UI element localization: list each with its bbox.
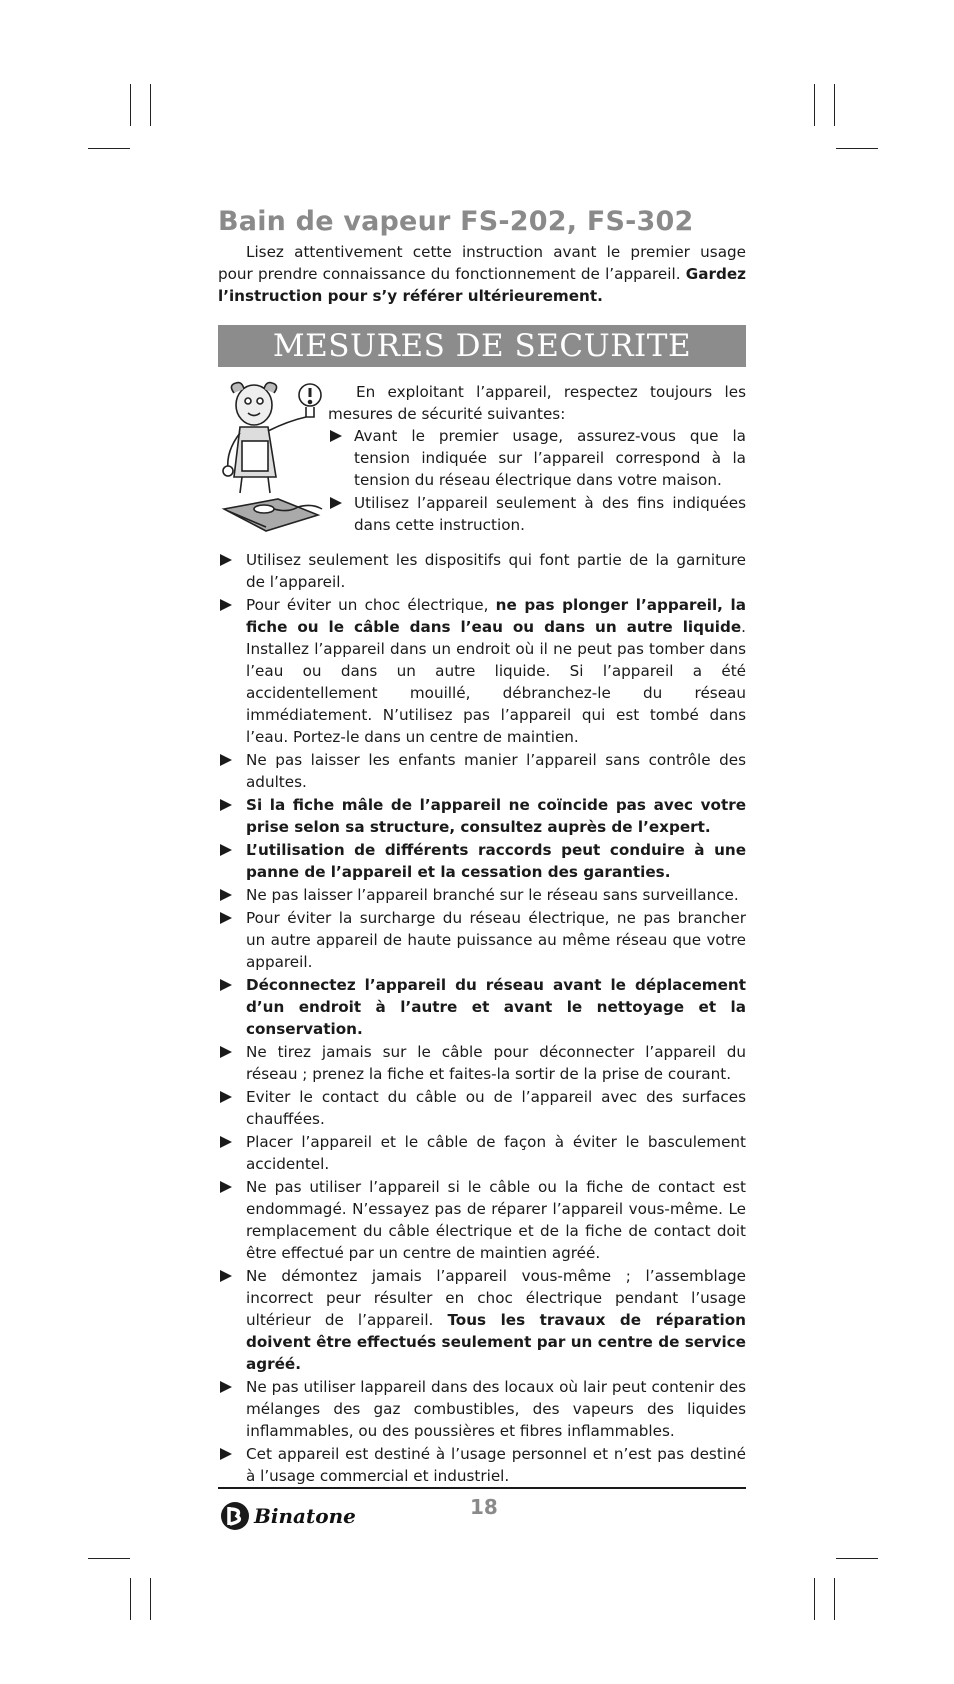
list-item (218, 839, 746, 883)
list-item (218, 594, 746, 748)
intro-text: Lisez attentivement cette instruction avant le premier usage pour prendre connaissance du fonctionnement de l’appareil. (218, 243, 746, 283)
page-footer (218, 1487, 746, 1528)
list-item-text: Avant le premier usage, assurez-vous que la tension indiquée sur l’appareil correspond à la tension du réseau électrique dans votre maison. (354, 427, 746, 489)
bullet-arrow-icon (220, 754, 232, 766)
item-bold-text: Si la fiche mâle de l’appareil ne coïncide pas avec votre prise selon sa structure, consultez auprès de l’expert. (246, 796, 746, 836)
item-text: Ne démontez jamais l’appareil vous-même ; l’assemblage incorrect peur résulter en choc électrique pendant l’usage ultérieur de l’appareil. (246, 1267, 746, 1329)
list-item (218, 1376, 746, 1442)
item-text: Pour éviter un choc électrique, (246, 596, 496, 614)
crop-mark (88, 148, 130, 149)
safety-intro-text (328, 381, 746, 537)
bullet-arrow-icon (220, 1270, 232, 1282)
crop-mark (814, 84, 815, 126)
item-text: Ne pas utiliser lappareil dans des locaux où lair peut contenir des mélanges des gaz combustibles, des vapeurs des liquides inflammables, ou des poussières et fibres inflammables. (246, 1378, 746, 1440)
item-text: Placer l’appareil et le câble de façon à éviter le basculement accidentel. (246, 1133, 746, 1173)
crop-mark (150, 1578, 151, 1620)
brand-name: Binatone (254, 1504, 356, 1528)
item-bold-text: L’utilisation de différents raccords peut conduire à une panne de l’appareil et la cessation des garanties. (246, 841, 746, 881)
crop-mark (88, 1558, 130, 1559)
top-bullet-list (328, 425, 746, 536)
item-text: Ne pas utiliser l’appareil si le câble ou la fiche de contact est endommagé. N’essayez pas de réparer l’appareil vous-même. Le remplacement du câble électrique et de la fiche de contact doit être effectué par un centre de maintien agréé. (246, 1178, 746, 1262)
list-item (218, 1443, 746, 1487)
bullet-arrow-icon (330, 497, 342, 509)
list-item (218, 907, 746, 973)
list-item (218, 549, 746, 593)
section-title: MESURES DE SECURITE (272, 328, 692, 364)
crop-mark (130, 1578, 131, 1620)
crop-mark (834, 84, 835, 126)
crop-mark (836, 1558, 878, 1559)
list-item (328, 492, 746, 536)
list-item-text: Utilisez l’appareil seulement à des fins indiquées dans cette instruction. (354, 494, 746, 534)
item-text: Pour éviter la surcharge du réseau électrique, ne pas brancher un autre appareil de haute puissance au même réseau que votre appareil. (246, 909, 746, 971)
page-number: 18 (470, 1495, 498, 1519)
bullet-arrow-icon (220, 844, 232, 856)
bullet-arrow-icon (220, 1136, 232, 1148)
binatone-logo-icon (220, 1501, 250, 1531)
item-text: Ne pas laisser les enfants manier l’appareil sans contrôle des adultes. (246, 751, 746, 791)
crop-mark (836, 148, 878, 149)
section-banner (218, 325, 746, 367)
bullet-arrow-icon (220, 799, 232, 811)
bullet-arrow-icon (220, 599, 232, 611)
lead-paragraph: En exploitant l’appareil, respectez toujours les mesures de sécurité suivantes: (328, 383, 746, 423)
list-item (218, 1265, 746, 1375)
item-bold-text: ne pas plonger l’appareil, la fiche ou le câble dans l’eau ou dans un autre liquide (246, 596, 746, 636)
list-item (218, 1131, 746, 1175)
bullet-arrow-icon (220, 979, 232, 991)
safety-bullet-list (218, 549, 746, 1487)
list-item (218, 794, 746, 838)
bullet-arrow-icon (220, 1381, 232, 1393)
intro-bold: Gardez l’instruction pour s’y référer ultérieurement. (218, 265, 746, 305)
intro-paragraph (218, 241, 746, 307)
bullet-arrow-icon (220, 554, 232, 566)
list-item (218, 974, 746, 1040)
bullet-arrow-icon (220, 1181, 232, 1193)
list-item (218, 749, 746, 793)
bullet-arrow-icon (220, 1448, 232, 1460)
page-content (218, 206, 746, 1488)
crop-mark (834, 1578, 835, 1620)
safety-intro (218, 381, 746, 549)
item-bold-text: Tous les travaux de réparation doivent être effectués seulement par un centre de service agréé. (246, 1311, 746, 1373)
brand-logo (220, 1501, 356, 1531)
crop-mark (814, 1578, 815, 1620)
warning-figure-icon (218, 381, 336, 547)
bullet-arrow-icon (220, 1046, 232, 1058)
item-text: Cet appareil est destiné à l’usage personnel et n’est pas destiné à l’usage commercial et industriel. (246, 1445, 746, 1485)
page-title: Bain de vapeur FS-202, FS-302 (218, 206, 694, 237)
list-item (218, 1041, 746, 1085)
bullet-arrow-icon (220, 912, 232, 924)
item-text: Eviter le contact du câble ou de l’appareil avec des surfaces chauffées. (246, 1088, 746, 1128)
item-text: Ne pas laisser l’appareil branché sur le réseau sans surveillance. (246, 886, 739, 904)
list-item (328, 425, 746, 491)
item-text: Ne tirez jamais sur le câble pour déconnecter l’appareil du réseau ; prenez la fiche et faites-la sortir de la prise de courant. (246, 1043, 746, 1083)
item-text: . Installez l’appareil dans un endroit où il ne peut pas tomber dans l’eau ou dans un autre liquide. Si l’appareil a été accidentellement mouillé, débranchez-le du réseau immédiatement. N’utilisez pas l’appareil qui est tombé dans l’eau. Portez-le dans un centre de maintien. (246, 618, 746, 746)
list-item (218, 884, 746, 906)
item-text: Utilisez seulement les dispositifs qui font partie de la garniture de l’appareil. (246, 551, 746, 591)
bullet-arrow-icon (220, 889, 232, 901)
crop-mark (130, 84, 131, 126)
crop-mark (150, 84, 151, 126)
list-item (218, 1086, 746, 1130)
bullet-arrow-icon (220, 1091, 232, 1103)
list-item (218, 1176, 746, 1264)
bullet-arrow-icon (330, 430, 342, 442)
item-bold-text: Déconnectez l’appareil du réseau avant le déplacement d’un endroit à l’autre et avant le nettoyage et la conservation. (246, 976, 746, 1038)
